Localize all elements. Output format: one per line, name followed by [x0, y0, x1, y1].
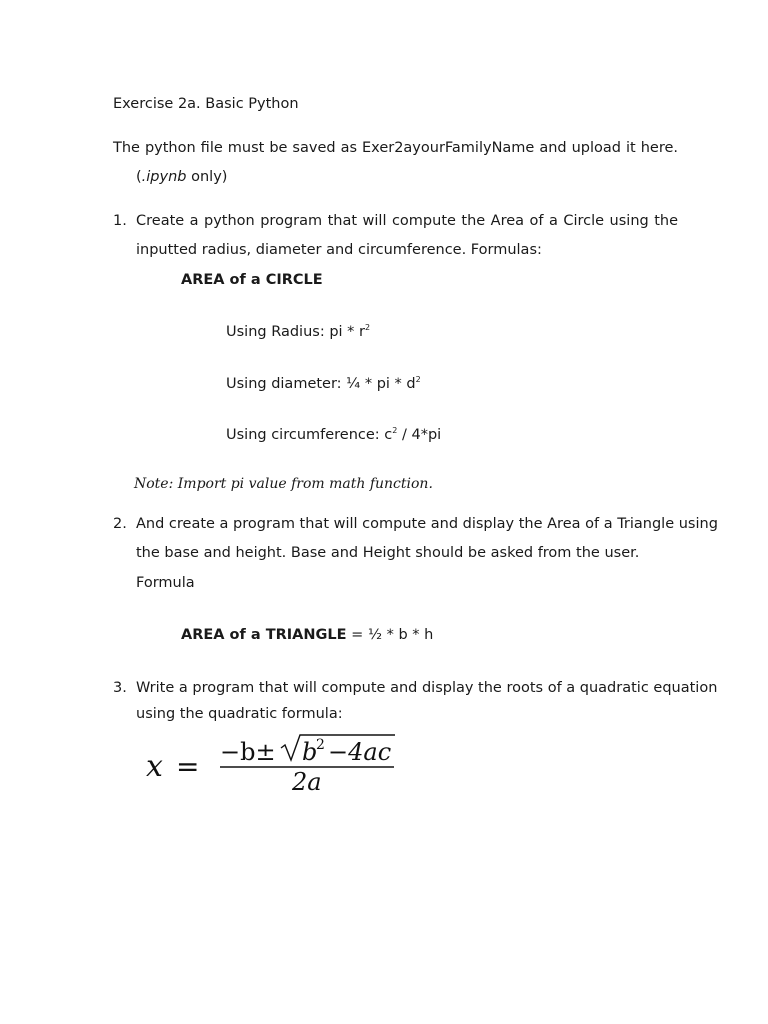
item-2-line-1: And create a program that will compute and display the Area of a Triangle using — [136, 516, 718, 532]
formula-radius: Using Radius: pi * $r^2$ — [226, 323, 371, 340]
note-text: Note: Import pi value from math function. — [134, 476, 433, 492]
exercise-title: Exercise 2a. Basic Python — [113, 96, 299, 112]
radicand-base: b — [302, 738, 318, 766]
formula-diameter: Using diameter: ¼ * pi * $d^2$ — [226, 375, 421, 392]
item-2-line-2: the base and height. Base and Height should be asked from the user. — [136, 545, 640, 561]
intro-line-1: The python file must be saved as Exer2ayourFamilyName and upload it here. — [113, 140, 678, 156]
triangle-heading: AREA of a TRIANGLE — [181, 627, 347, 643]
intro-line-2: (.ipynb only) — [136, 169, 228, 185]
radicand-rest: −4ac — [328, 738, 392, 766]
formula-equals: = — [176, 750, 200, 783]
item-1-line-1: Create a python program that will compute the Area of a Circle using the — [136, 213, 678, 229]
item-3-line-1: Write a program that will compute and display the roots of a quadratic equation — [136, 680, 718, 696]
file-extension: .ipynb — [141, 169, 187, 185]
item-1-line-2: inputted radius, diameter and circumference. Formulas: — [136, 242, 542, 258]
formula-lhs: x — [146, 749, 163, 784]
formula-circumference: Using circumference: $c^2 / 4*pi$ — [226, 426, 442, 443]
circle-heading: AREA of a CIRCLE — [181, 272, 323, 288]
item-number-2: 2. — [113, 516, 127, 532]
formula-numerator-prefix: −b± — [220, 738, 276, 766]
quadratic-formula — [140, 732, 410, 797]
radicand-exponent: 2 — [316, 737, 325, 753]
item-number-1: 1. — [113, 213, 127, 229]
triangle-formula: AREA of a TRIANGLE = ½ * b * h — [181, 627, 434, 643]
item-2-line-3: Formula — [136, 575, 195, 591]
formula-denominator: 2a — [292, 768, 322, 796]
item-number-3: 3. — [113, 680, 127, 696]
item-3-line-2: using the quadratic formula: — [136, 706, 343, 722]
